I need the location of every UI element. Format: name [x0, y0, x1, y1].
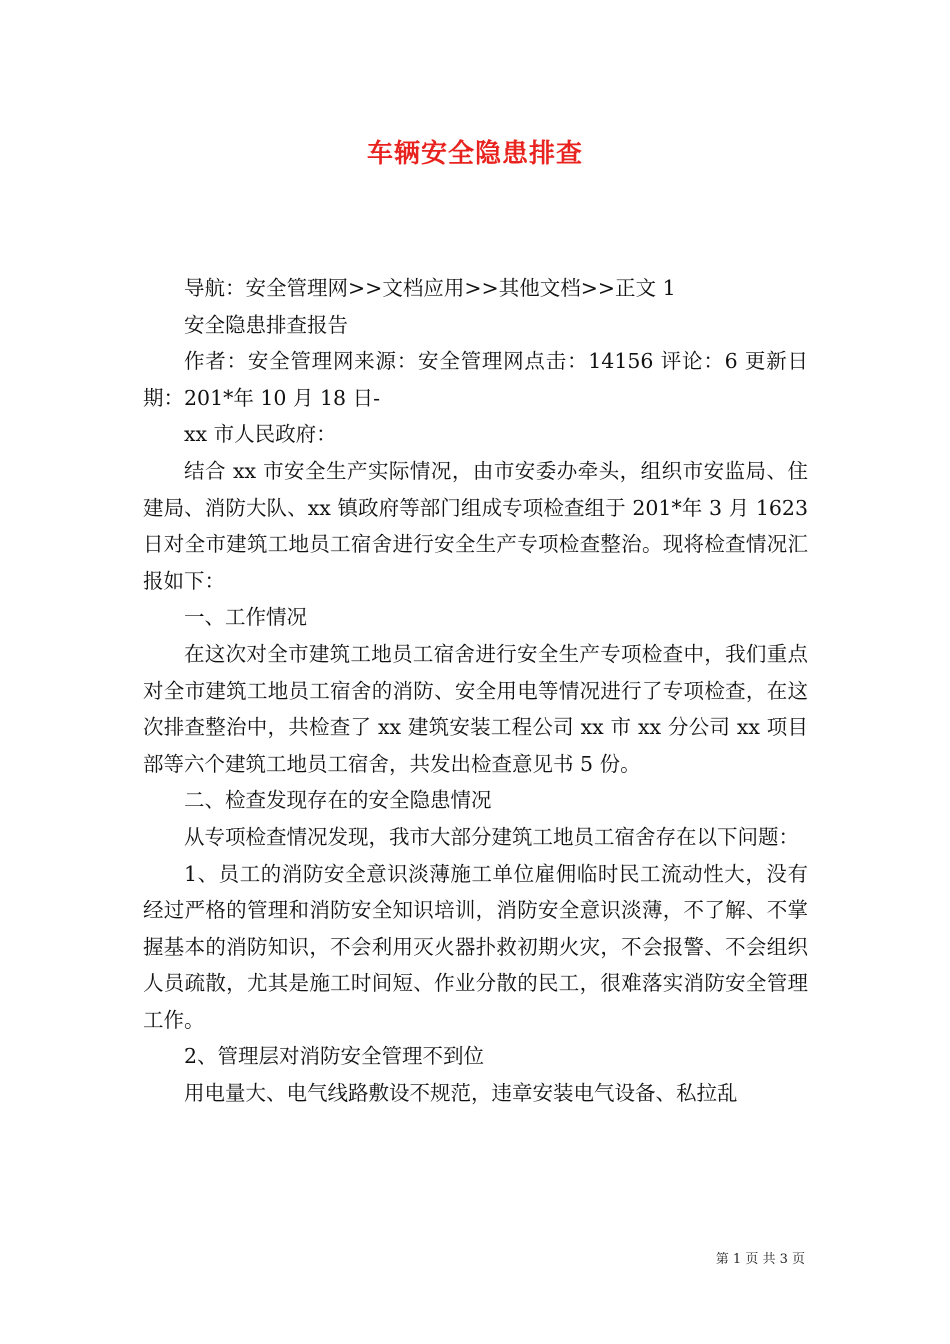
section-heading-hazards: 二、检查发现存在的安全隐患情况: [184, 788, 492, 813]
hazard-item-2-text: 用电量大、电气线路敷设不规范，违章安装电气设备、私拉乱: [184, 1081, 738, 1106]
section-heading-work: 一、工作情况: [184, 605, 307, 630]
addressee-line: xx 市人民政府：: [184, 422, 337, 447]
document-body: [143, 270, 808, 1112]
report-heading: 安全隐患排查报告: [184, 312, 348, 337]
page-number-footer: 第 1 页 共 3 页: [715, 1252, 805, 1267]
intro-paragraph: 结合 xx 市安全生产实际情况，由市安委办牵头，组织市安监局、住建局、消防大队、xx 镇政府等部门组成专项检查组于 201*年 3 月 1623 日对全市建筑工地员工宿舍进行安全生产专项检查整治。现将检查情况汇报如下：: [143, 458, 808, 593]
hazard-item-2-heading: 2、管理层对消防安全管理不到位: [184, 1044, 485, 1069]
document-title: 车辆安全隐患排查: [366, 139, 583, 169]
nav-breadcrumb-line: 导航：安全管理网>>文档应用>>其他文档>>正文 1: [184, 276, 676, 300]
hazards-intro-paragraph: 从专项检查情况发现，我市大部分建筑工地员工宿舍存在以下问题：: [184, 824, 799, 849]
hazard-item-1: 1、员工的消防安全意识淡薄施工单位雇佣临时民工流动性大，没有经过严格的管理和消防安全知识培训，消防安全意识淡薄，不了解、不掌握基本的消防知识，不会利用灭火器扑救初期火灾，不会报警、不会组织人员疏散，尤其是施工时间短、作业分散的民工，很难落实消防安全管理工作。: [143, 861, 808, 1032]
work-paragraph: 在这次对全市建筑工地员工宿舍进行安全生产专项检查中，我们重点对全市建筑工地员工宿舍的消防、安全用电等情况进行了专项检查，在这次排查整治中，共检查了 xx 建筑安装工程公司 xx 市 xx 分公司 xx 项目部等六个建筑工地员工宿舍，共发出检查意见书 5 份。: [143, 641, 808, 776]
author-meta-line: 作者：安全管理网来源：安全管理网点击：14156 评论：6 更新日期：201*年 10 月 18 日-: [143, 349, 808, 410]
